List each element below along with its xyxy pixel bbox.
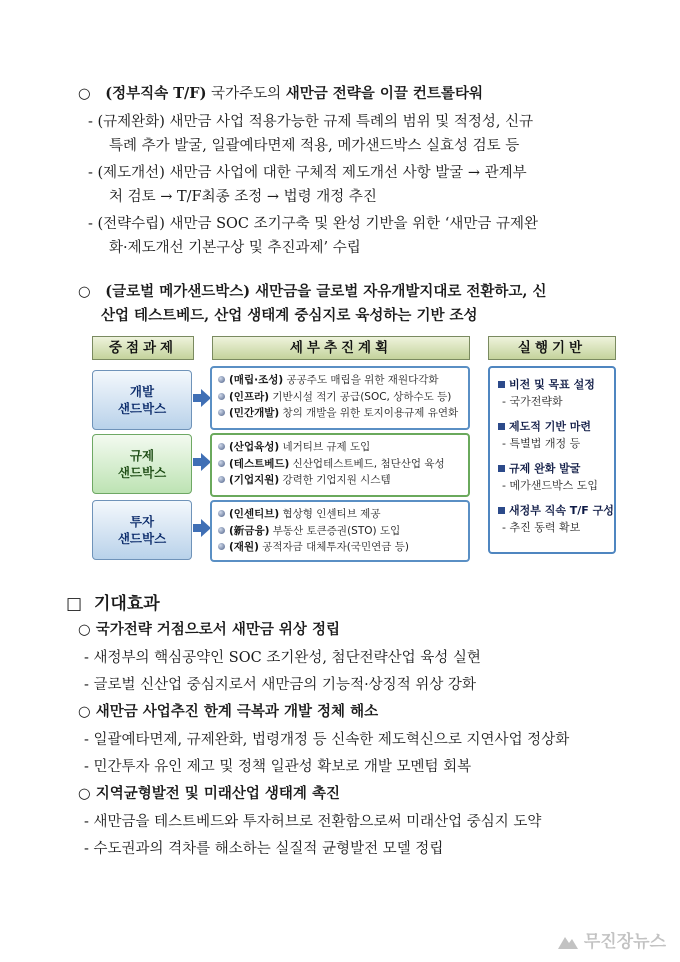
bullet-dot-icon <box>218 527 225 534</box>
effect-heading-2: ○ 새만금 사업추진 한계 극복과 개발 정체 해소 <box>78 703 379 720</box>
diagram-header-tasks: 중점과제 <box>92 336 194 360</box>
foundation-sub: - 특별법 개정 등 <box>502 437 581 450</box>
effects-title <box>66 589 160 614</box>
effects-title-text: 기대효과 <box>93 594 160 614</box>
plan-panel-dev <box>210 366 470 430</box>
s1-item1-line1: - (규제완화) 새만금 사업 적용가능한 규제 특례의 범위 및 적정성, 신규 <box>88 114 534 130</box>
section2-line1 <box>78 282 547 302</box>
effect-heading-1: ○ 국가전략 거점으로서 새만금 위상 정립 <box>78 621 341 638</box>
square-bullet-icon <box>498 423 505 430</box>
foundation-panel <box>488 366 616 554</box>
plan-item: (매립·조성) 공공주도 매립을 위한 재원다각화 <box>218 372 468 389</box>
bullet-dot-icon <box>218 510 225 517</box>
section2-bullet: ○ <box>78 284 91 300</box>
foundation-sub: - 추진 동력 확보 <box>502 521 581 534</box>
heading-tail: 새만금 전략을 이끌 컨트롤타워 <box>285 85 483 102</box>
plan-item: (인센티브) 협상형 인센티브 제공 <box>218 506 468 523</box>
heading-mid: 국가주도의 <box>206 86 286 102</box>
category-label: 샌드박스 <box>117 465 167 480</box>
foundation-item: 비전 및 목표 설정 <box>498 376 614 393</box>
square-bullet-icon <box>498 381 505 388</box>
plan-item: (기업지원) 강력한 기업지원 시스템 <box>218 472 468 489</box>
foundation-sub: - 메가샌드박스 도입 <box>502 479 598 492</box>
effect-1-line2: - 글로벌 신산업 중심지로서 새만금의 기능적·상징적 위상 강화 <box>84 677 476 693</box>
diagram-header-foundation: 실행기반 <box>488 336 616 360</box>
foundation-sub: - 국가전략화 <box>502 395 563 408</box>
foundation-item: 규제 완화 발굴 <box>498 460 614 477</box>
effect-2-line1: - 일괄예타면제, 규제완화, 법령개정 등 신속한 제도혁신으로 지연사업 정상화 <box>84 732 570 748</box>
category-label: 개발 <box>129 384 155 399</box>
category-dev-sandbox <box>92 370 192 430</box>
square-bullet-icon <box>498 507 505 514</box>
plan-item: (新금융) 부동산 토큰증권(STO) 도입 <box>218 523 468 540</box>
s1-item2-line1: - (제도개선) 새만금 사업에 대한 구체적 제도개선 사항 발굴 → 관계부 <box>88 165 527 181</box>
title-box-bullet: □ <box>66 594 83 614</box>
bullet-dot-icon <box>218 476 225 483</box>
effect-1-line1: - 새정부의 핵심공약인 SOC 조기완성, 첨단전략산업 육성 실현 <box>84 650 481 666</box>
plan-item: (재원) 공적자금 대체투자(국민연금 등) <box>218 539 468 556</box>
watermark <box>558 927 666 952</box>
category-label: 규제 <box>129 448 155 463</box>
bullet-dot-icon <box>218 393 225 400</box>
plan-panel-reg <box>210 433 470 497</box>
diagram-header-plans: 세부추진계획 <box>212 336 470 360</box>
mountain-logo-icon <box>558 933 578 949</box>
section2-rest: 새만금을 글로벌 자유개발지대로 전환하고, 신 <box>250 283 547 300</box>
category-label: 샌드박스 <box>117 531 167 546</box>
category-invest-sandbox <box>92 500 192 560</box>
s1-item2-line2: 처 검토 → T/F최종 조정 → 법령 개정 추진 <box>109 189 377 205</box>
bullet-dot-icon <box>218 543 225 550</box>
category-label: 샌드박스 <box>117 401 167 416</box>
square-bullet-icon <box>498 465 505 472</box>
s1-item3-line1: - (전략수립) 새만금 SOC 조기구축 및 완성 기반을 위한 ‘새만금 규제완 <box>88 216 539 232</box>
bullet-dot-icon <box>218 443 225 450</box>
effect-3-line2: - 수도권과의 격차를 해소하는 실질적 균형발전 모델 정립 <box>84 841 444 857</box>
heading-bullet: ○ <box>78 86 91 102</box>
section2-line2: 산업 테스트베드, 산업 생태계 중심지로 육성하는 기반 조성 <box>101 307 478 324</box>
s1-item1-line2: 특례 추가 발굴, 일괄예타면제 적용, 메가샌드박스 실효성 검토 등 <box>109 138 520 154</box>
arrow-right-icon <box>193 453 211 471</box>
section2-bold: (글로벌 메가샌드박스) <box>105 283 251 300</box>
plan-item: (산업육성) 네거티브 규제 도입 <box>218 439 468 456</box>
plan-item: (인프라) 기반시설 적기 공급(SOC, 상하수도 등) <box>218 389 468 406</box>
plan-panel-invest <box>210 500 470 562</box>
plan-item: (민간개발) 창의 개발을 위한 토지이용규제 유연화 <box>218 405 468 422</box>
category-label: 투자 <box>129 514 155 529</box>
section1-heading <box>78 84 483 104</box>
watermark-text: 무진장뉴스 <box>583 932 666 952</box>
bullet-dot-icon <box>218 409 225 416</box>
s1-item3-line2: 화·제도개선 기본구상 및 추진과제’ 수립 <box>109 240 361 256</box>
arrow-right-icon <box>193 389 211 407</box>
effect-3-line1: - 새만금을 테스트베드와 투자허브로 전환함으로써 미래산업 중심지 도약 <box>84 814 542 830</box>
category-reg-sandbox <box>92 434 192 494</box>
bullet-dot-icon <box>218 460 225 467</box>
bullet-dot-icon <box>218 376 225 383</box>
plan-item: (테스트베드) 신산업테스트베드, 첨단산업 육성 <box>218 456 468 473</box>
foundation-item: 제도적 기반 마련 <box>498 418 614 435</box>
effect-heading-3: ○ 지역균형발전 및 미래산업 생태계 촉진 <box>78 785 341 802</box>
foundation-item: 새정부 직속 T/F 구성 <box>498 502 614 519</box>
effect-2-line2: - 민간투자 유인 제고 및 정책 일관성 확보로 개발 모멘텀 회복 <box>84 759 472 775</box>
heading-bold: (정부직속 T/F) <box>105 85 207 102</box>
arrow-right-icon <box>193 519 211 537</box>
